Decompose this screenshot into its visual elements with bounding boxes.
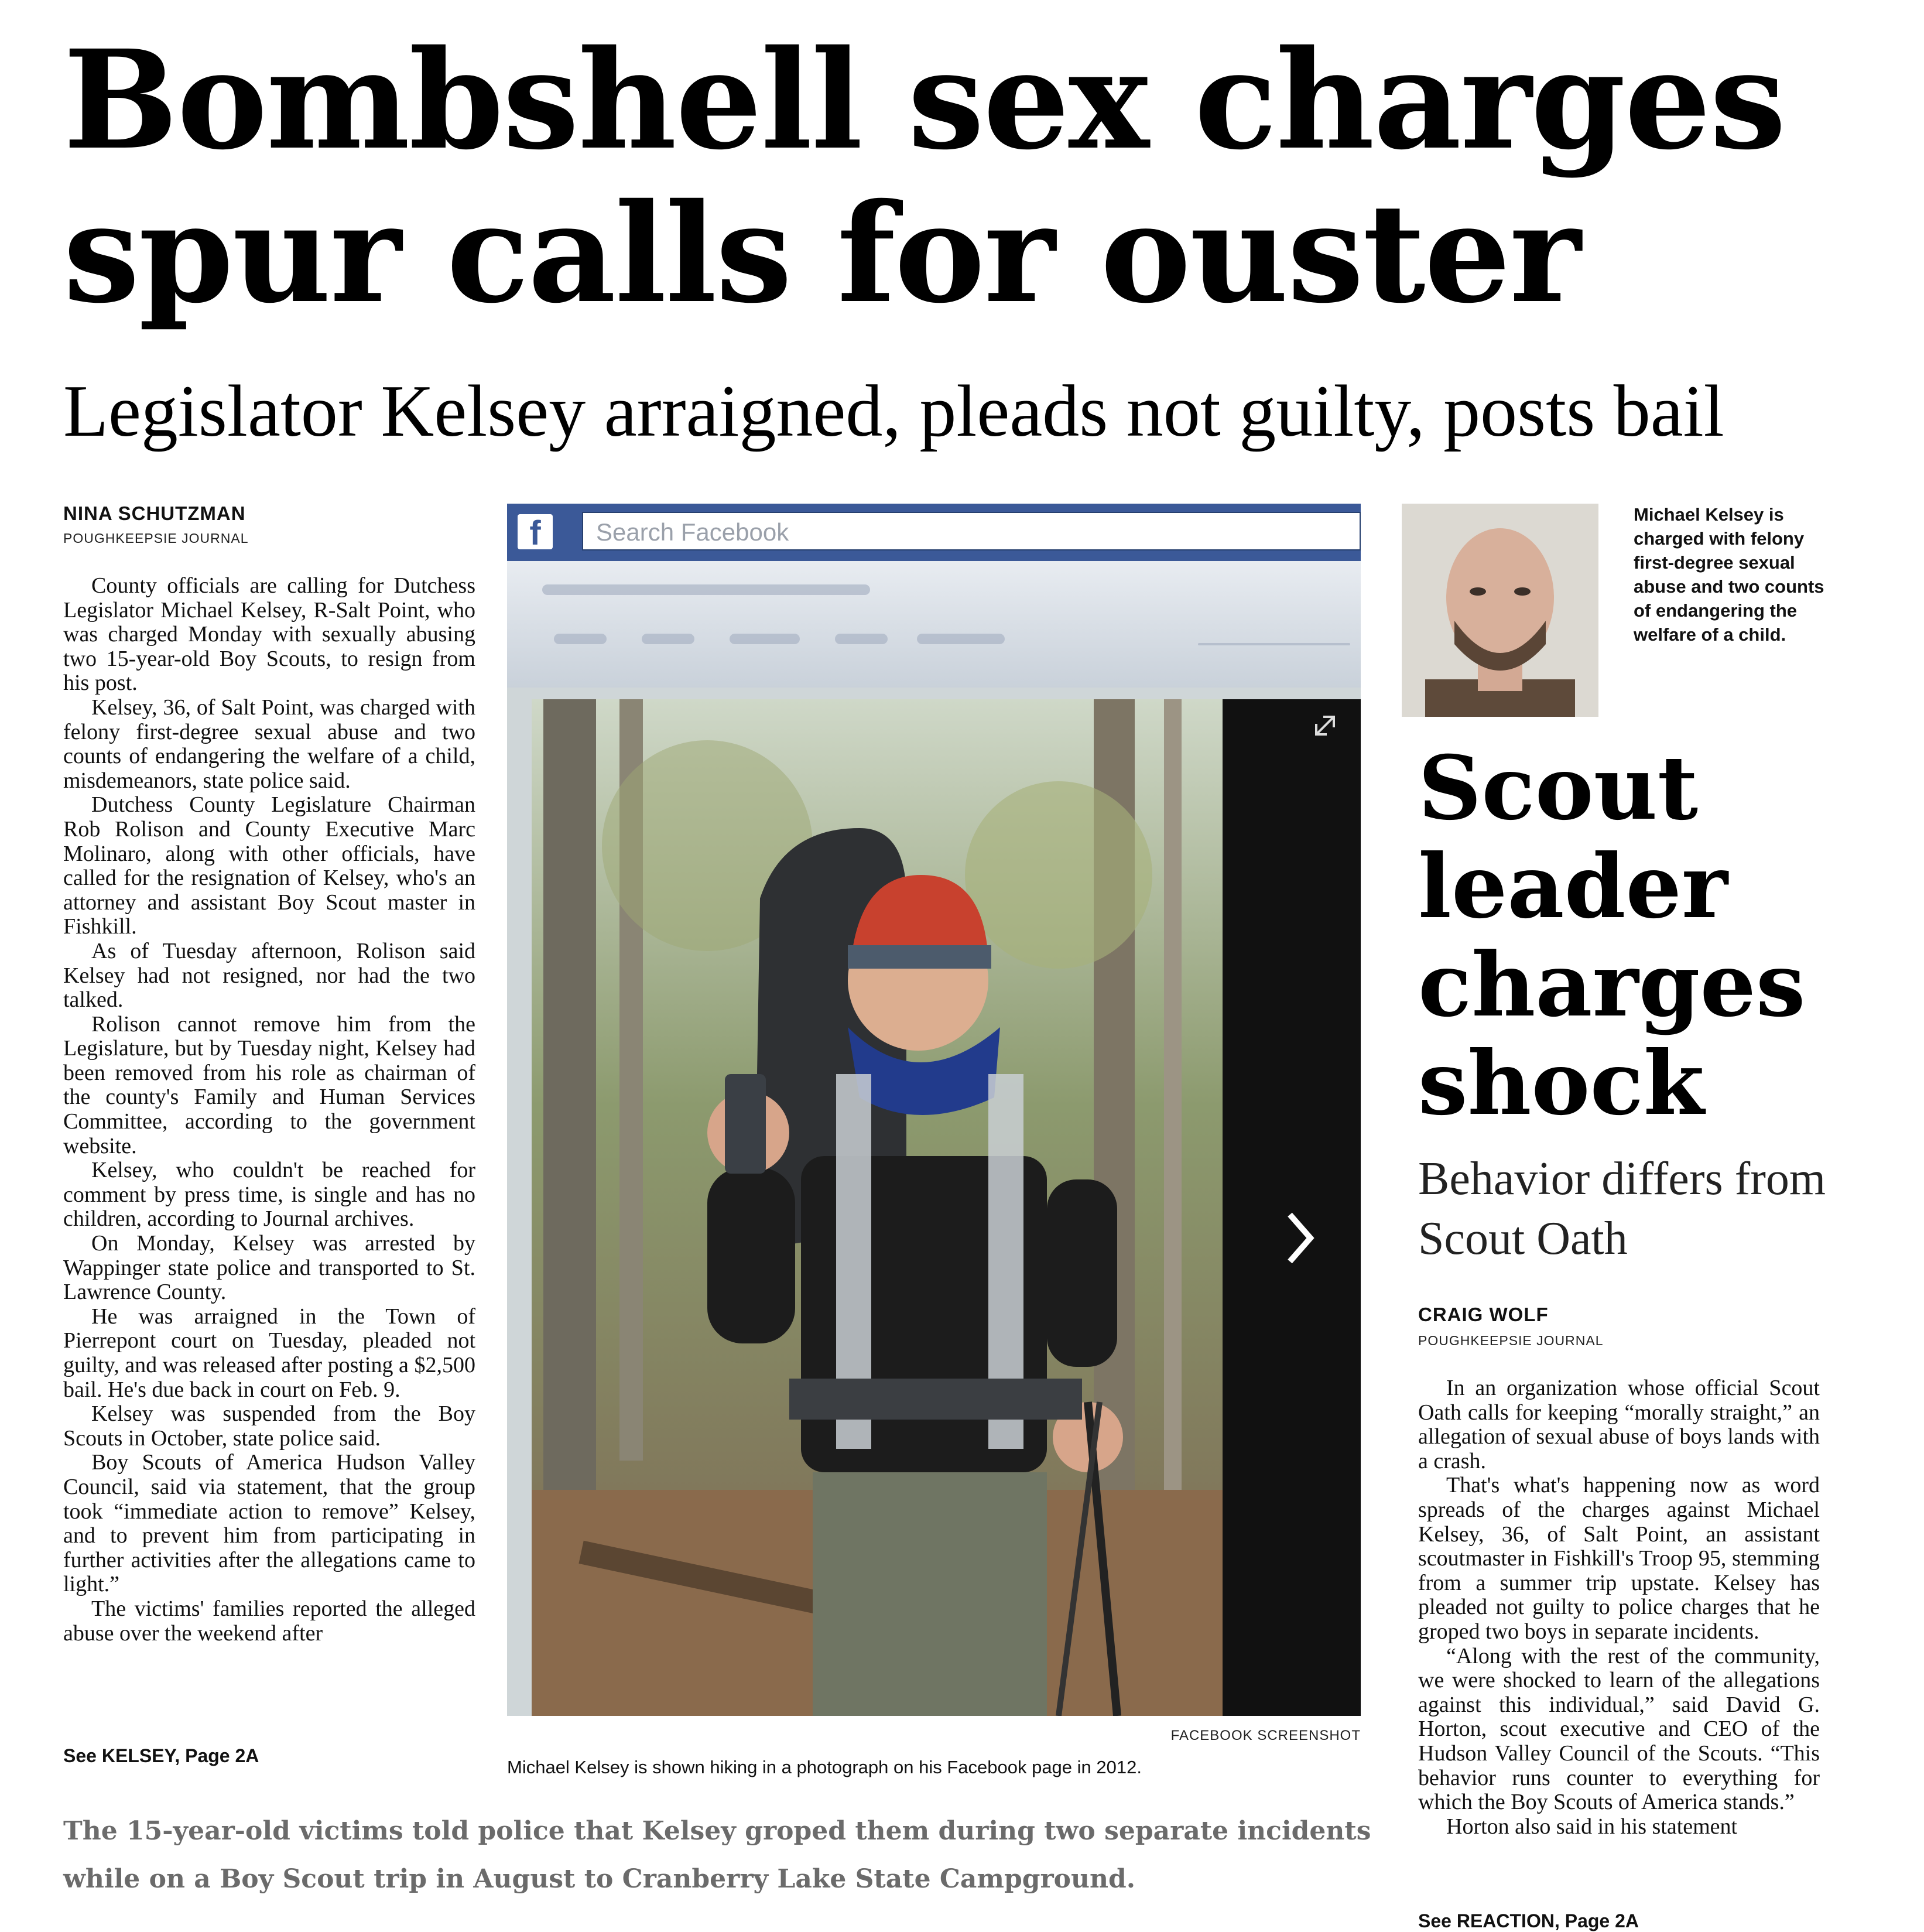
facebook-screenshot-photo <box>507 504 1361 1716</box>
side-byline: CRAIG WOLF <box>1418 1304 1549 1325</box>
side-headline <box>1418 739 1863 1133</box>
mugshot-photo <box>1402 504 1598 717</box>
main-outlet: POUGHKEEPSIE JOURNAL <box>63 531 249 546</box>
facebook-logo-icon: f <box>518 514 553 549</box>
photo-credit: FACEBOOK SCREENSHOT <box>1170 1728 1361 1743</box>
paragraph: That's what's happening now as word spreads of the charges against Michael Kelsey, 36, of Salt Point, an assistant scoutmaster in Fishkill's Troop 95, stemming from a summer trip upstate. Kelsey has pleaded not guilty to police charges that he groped two boys in separate incidents. <box>1418 1473 1820 1644</box>
paragraph: He was arraigned in the Town of Pierrepont court on Tuesday, pleaded not guilty, and was released after posting a $2,500 bail. He's due back in court on Feb. 9. <box>63 1304 475 1402</box>
paragraph: Kelsey was suspended from the Boy Scouts in October, state police said. <box>63 1401 475 1451</box>
photo-caption: Michael Kelsey is shown hiking in a photograph on his Facebook page in 2012. <box>507 1757 1142 1777</box>
paragraph: Kelsey, 36, of Salt Point, was charged with felony first-degree sexual abuse and two counts of endangering the welfare of a child, misdemeanors, state police said. <box>63 695 475 793</box>
deck: Legislator Kelsey arraigned, pleads not guilty, posts bail <box>63 371 1724 452</box>
headline <box>63 20 1855 333</box>
paragraph: Rolison cannot remove him from the Legislature, but by Tuesday night, Kelsey had been removed from his role as chairman of the county's Family and Human Services Committee, according to the government website. <box>63 1011 475 1158</box>
main-byline: NINA SCHUTZMAN <box>63 502 246 524</box>
paragraph: The victims' families reported the alleged abuse over the weekend after <box>63 1596 475 1646</box>
paragraph: Kelsey, who couldn't be reached for comment by press time, is single and has no children, according to Journal archives. <box>63 1158 475 1232</box>
hiker-photo <box>532 699 1361 1716</box>
paragraph: As of Tuesday afternoon, Rolison said Kelsey had not resigned, nor had the two talked. <box>63 938 475 1013</box>
pull-quote: The 15-year-old victims told police that Kelsey groped them during two separate incidents while on a Boy Scout trip in August to Cranberry Lake State Campground. <box>63 1816 1371 1894</box>
paragraph: Boy Scouts of America Hudson Valley Council, said via statement, that the group took “immediate action to remove” Kelsey, and to prevent him from participating in further activities after the allegations came to light.” <box>63 1450 475 1597</box>
paragraph: “Along with the rest of the community, we were shocked to learn of the allegations against this individual,” said David G. Horton, scout executive and CEO of the Hudson Valley Council of the Scouts. “This behavior runs counter to everything for which the Boy Scouts of America stands.” <box>1418 1643 1820 1815</box>
side-story-column <box>1418 1376 1820 1886</box>
facebook-search-input[interactable]: Search Facebook <box>582 512 1361 550</box>
paragraph: In an organization whose official Scout Oath calls for keeping “morally straight,” an allegation of sexual abuse of boys lands with a crash. <box>1418 1376 1820 1473</box>
paragraph: Horton also said in his statement <box>1446 1814 1738 1839</box>
side-deck: Behavior differs from Scout Oath <box>1418 1153 1826 1264</box>
paragraph: County officials are calling for Dutchess Legislator Michael Kelsey, R-Salt Point, who was charged Monday with sexually abusing two 15-year-old Boy Scouts, to resign from his post. <box>63 574 475 696</box>
side-headline-line: Scout <box>1418 737 1699 840</box>
paragraph: On Monday, Kelsey was arrested by Wappinger state police and transported to St. Lawrence County. <box>63 1231 475 1305</box>
side-headline-line: charges <box>1418 933 1806 1037</box>
side-headline-line: shock <box>1418 1032 1704 1135</box>
headline-line-2: spur calls for ouster <box>63 173 1580 333</box>
headline-line-1: Bombshell sex charges <box>63 20 1785 180</box>
side-outlet: POUGHKEEPSIE JOURNAL <box>1418 1333 1604 1348</box>
main-jump-line[interactable]: See KELSEY, Page 2A <box>63 1745 259 1766</box>
blurred-profile-header <box>507 561 1361 688</box>
side-jump-line[interactable]: See REACTION, Page 2A <box>1418 1910 1639 1931</box>
mugshot-caption: Michael Kelsey is charged with felony first-degree sexual abuse and two counts of endangering the welfare of a child. <box>1634 504 1824 645</box>
paragraph: Dutchess County Legislature Chairman Rob Rolison and County Executive Marc Molinaro, along with other officials, have called for the resignation of Kelsey, who's an attorney and assistant Boy Scout master in Fishkill. <box>63 792 475 939</box>
facebook-top-bar <box>507 504 1361 561</box>
side-headline-line: leader <box>1418 835 1728 938</box>
main-story-column <box>63 574 475 1722</box>
